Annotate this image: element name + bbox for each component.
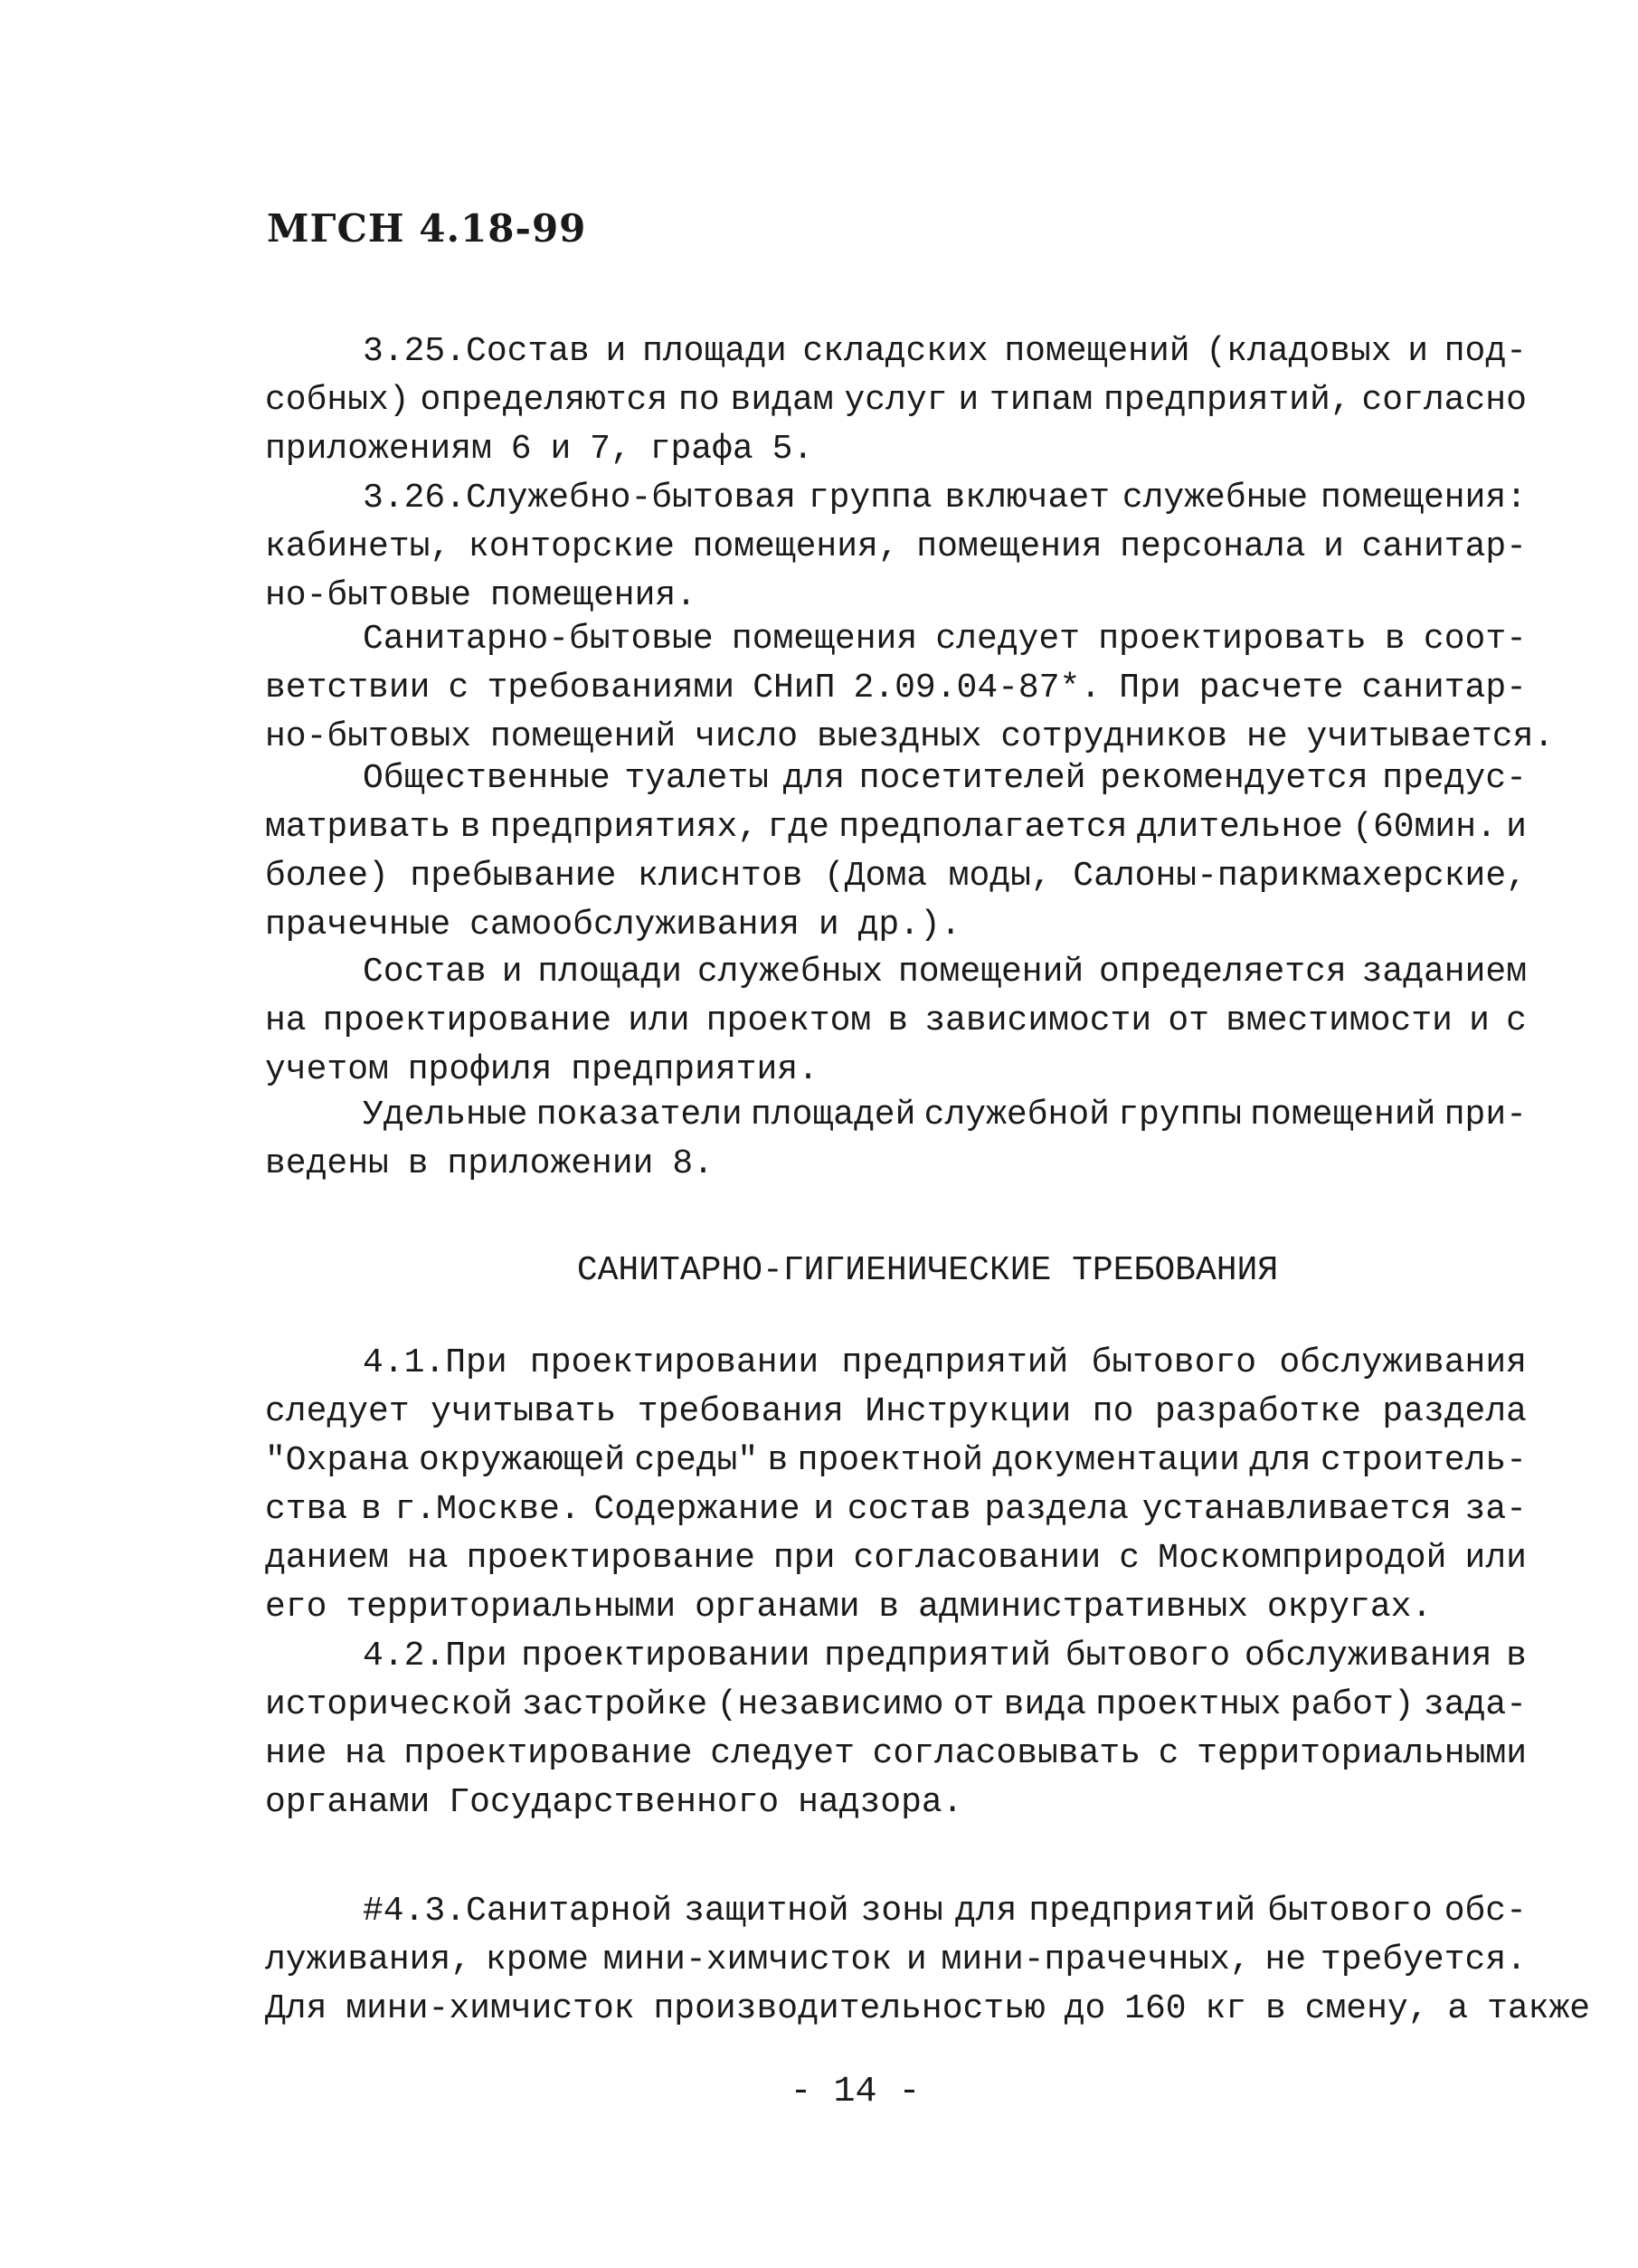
word: требуется. [1320,1941,1527,1979]
word: Для [265,1989,327,2028]
word: 6 [510,430,532,469]
word: и [818,906,839,944]
word: ведены [265,1144,389,1183]
text-line [265,1140,1527,1189]
word: но-бытовые [265,576,472,615]
word: 2.09.04-87*. [853,669,1102,707]
text-line [265,615,1527,664]
word: группа [808,479,933,517]
page-number: - 14 - [790,2072,921,2112]
word: самообслуживания [469,906,800,944]
text-line [265,948,1527,997]
word: служебной [923,1096,1110,1134]
word: согласовании [853,1539,1102,1578]
word: вместимости [1226,1001,1453,1040]
word: ства [265,1490,348,1529]
word: более) [265,857,389,896]
word: по [1092,1392,1134,1431]
paragraph-specific-indicators [265,1091,1527,1189]
word: Салоны-парикмахерские, [1073,857,1527,896]
word: зада- [1423,1685,1527,1724]
word: на [406,1539,449,1578]
text-line [265,1985,1591,2034]
word: кабинеты, [265,527,451,566]
word: производительностью [653,1989,1046,2028]
word: не [1264,1941,1307,1979]
word: территориальными [1197,1734,1527,1773]
word: проектом [705,1001,872,1040]
word: с [1119,1539,1141,1578]
word: смену, [1304,1989,1429,2028]
word: мини-прачечных, [941,1941,1251,1979]
text-line [265,901,1527,950]
word: в [878,1588,900,1627]
word: 7, [590,430,631,469]
word: сотрудников [1000,717,1228,756]
word: не [1246,717,1288,756]
text-line [265,523,1527,572]
word: помещения: [1320,479,1527,517]
word: в [360,1490,382,1529]
paragraph-4-2 [265,1632,1527,1827]
word: показатели [535,1096,743,1134]
word: Государственного [449,1783,780,1822]
word: по [678,381,720,420]
word: 160 [1124,1989,1187,2028]
word: др.). [857,906,961,944]
word: 5. [772,430,814,469]
word: конторские [468,527,675,566]
word: выездных [816,717,982,756]
word: на [345,1734,386,1773]
word: санитар- [1361,669,1527,707]
word: с [1158,1734,1179,1773]
text-line [265,1339,1527,1388]
word: кроме [485,1941,589,1979]
text-line [265,664,1527,713]
word: предус- [1382,759,1527,798]
word: в [1506,1637,1527,1675]
word: в [1264,1989,1286,2028]
word: видам [730,381,834,420]
word: учетом [265,1050,389,1089]
word: и [1323,527,1344,566]
word: раздела [984,1490,1129,1529]
word: (60мин. [1352,808,1497,847]
word: помещения [916,527,1103,566]
word: профиля [407,1050,553,1089]
paragraph-4-1 [265,1339,1527,1632]
word: среды" [634,1441,759,1480]
word: и [1506,808,1527,847]
word: матривать [265,808,451,847]
word: административных [918,1588,1248,1627]
paragraph-service-rooms-composition [265,948,1527,1095]
word: площади [537,953,682,992]
word: "Охрана [265,1441,410,1480]
word: помещений [1004,332,1190,371]
word: строитель- [1320,1441,1527,1480]
word: Общественные [363,759,611,798]
word: проектировании [521,1637,810,1675]
word: определяется [1099,953,1347,992]
word: для [782,759,846,798]
paragraph-public-toilets [265,754,1527,950]
word: окружающей [418,1441,626,1480]
word: для [954,1892,1018,1931]
text-line [265,1388,1527,1437]
word: за- [1464,1490,1527,1529]
word: под- [1444,332,1527,371]
word: бытового [1065,1637,1231,1675]
word: округах. [1266,1588,1433,1627]
word: число [695,717,799,756]
text-line [265,1437,1527,1485]
word: согласовывать [872,1734,1141,1773]
word: 3.26.Служебно-бытовая [363,479,796,517]
word: Инструкции [865,1392,1072,1431]
word: бытового [1091,1343,1257,1382]
word: предприятия. [571,1050,819,1089]
word: г.Москве. [394,1490,581,1529]
word: и [813,1490,835,1529]
word: зависимости [924,1001,1152,1040]
text-line [265,1091,1527,1140]
text-line [265,754,1527,803]
word: рекомендуется [1100,759,1368,798]
document-code-header: МГСН 4.18-99 [267,206,587,251]
text-line [265,376,1527,425]
word: раздела [1382,1392,1527,1431]
word: луживания, [265,1941,472,1979]
text-line [265,1681,1527,1730]
word: и [905,1941,927,1979]
word: следует [935,620,1080,659]
word: 4.2.При [363,1637,507,1675]
word: ветствии [265,669,431,707]
word: в [887,1001,909,1040]
word: для [1249,1441,1311,1480]
word: мини-химчисток [602,1941,893,1979]
word: услуг [844,381,948,420]
word: СНиП [753,669,836,707]
word: или [1464,1539,1527,1578]
word: в [767,1441,789,1480]
text-line [265,1936,1527,1985]
word: его [265,1588,327,1627]
word: помещения [731,620,918,659]
word: предприятий, [1103,381,1351,420]
word: и [1469,1001,1490,1040]
word: помещений [489,717,677,756]
word: собных) [265,381,410,420]
word: туалеты [624,759,769,798]
word: или [628,1001,690,1040]
word: обслуживания [1279,1343,1527,1382]
word: помещения. [489,576,696,615]
word: при [772,1539,836,1578]
word: следует [710,1734,855,1773]
word: помещений [1250,1096,1436,1134]
word: работ) [1290,1685,1415,1724]
word: #4.3.Санитарной [363,1892,673,1931]
text-line [265,1534,1527,1583]
word: требования [637,1392,844,1431]
word: моды, [948,857,1052,896]
word: При [1119,669,1181,707]
word: заданием [1361,953,1527,992]
text-line [265,1485,1527,1534]
word: и [958,381,980,420]
text-line [265,997,1527,1046]
word: Санитарно-бытовые [363,620,714,659]
word: вида [1003,1685,1086,1724]
word: площади [642,332,787,371]
word: предполагается [838,808,1128,847]
word: Москомприродой [1158,1539,1447,1578]
text-line [265,474,1527,523]
word: предприятий [841,1343,1069,1382]
word: проектировать [1098,620,1367,659]
word: посетителей [858,759,1086,798]
word: с [1506,1001,1527,1040]
word: Состав [363,953,487,992]
paragraph-3-25 [265,327,1527,474]
word: санитар- [1361,527,1527,566]
word: кг [1205,1989,1247,2028]
word: 4.1.При [363,1343,507,1382]
word: соот- [1423,620,1527,659]
word: прачечные [265,906,451,944]
word: и [605,332,627,371]
word: где [767,808,829,847]
word: ние [265,1734,327,1773]
word: бытового [1267,1892,1433,1931]
text-line [265,1046,1527,1095]
word: клиснтов [638,857,803,896]
word: предприятий [1028,1892,1256,1931]
word: органами [265,1783,431,1822]
word: учитывается. [1306,717,1555,756]
word: включает [944,479,1110,517]
word: графа [649,430,753,469]
word: от [952,1685,995,1724]
word: при- [1444,1096,1527,1134]
word: Удельные [363,1096,528,1134]
paragraph-4-3 [265,1887,1591,2034]
word: помещений [897,953,1084,992]
word: обслуживания [1244,1637,1492,1675]
text-line [265,1779,1527,1827]
word: обс- [1444,1892,1527,1931]
word: в [459,808,481,847]
word: приложении [447,1144,654,1183]
word: защитной [684,1892,849,1931]
word: площадей [750,1096,916,1134]
word: требованиями [487,669,735,707]
word: проектирование [322,1001,612,1040]
word: в [1384,620,1406,659]
word: проектирование [466,1539,755,1578]
word: 3.25.Состав [363,332,590,371]
word: служебных [696,953,884,992]
word: персонала [1120,527,1306,566]
word: предприятий [824,1637,1052,1675]
word: до [1064,1989,1106,2028]
word: 8. [672,1144,714,1183]
word: но-бытовых [265,717,472,756]
word: органами [695,1588,860,1627]
text-line [265,572,1527,621]
word: расчете [1198,669,1344,707]
word: (Дома [824,857,928,896]
word: от [1168,1001,1209,1040]
word: надзора. [798,1783,963,1822]
text-line [265,1632,1527,1681]
section-heading: САНИТАРНО-ГИГИЕНИЧЕСКИЕ ТРЕБОВАНИЯ [576,1251,1279,1290]
text-line [265,803,1527,852]
word: проектирование [403,1734,693,1773]
word: состав [847,1490,971,1529]
word: мини-химчисток [346,1989,635,2028]
word: на [265,1001,307,1040]
text-line [265,1887,1527,1936]
word: типам [989,381,1094,420]
word: с [448,669,469,707]
word: предприятиях, [489,808,759,847]
word: приложениям [265,430,492,469]
word: и [501,953,523,992]
word: исторической [265,1685,513,1724]
word: и [550,430,572,469]
word: устанавливается [1141,1490,1452,1529]
text-line [265,852,1527,901]
text-line [265,327,1527,376]
word: застройке [521,1685,708,1724]
word: следует [265,1392,410,1431]
word: Содержание [593,1490,800,1529]
word: (независимо [716,1685,944,1724]
word: территориальными [346,1588,677,1627]
paragraph-sanitary-rooms [265,615,1555,762]
paragraph-3-26 [265,474,1527,621]
word: длительное [1136,808,1343,847]
word: и [1407,332,1429,371]
word: данием [265,1539,389,1578]
word: разработке [1154,1392,1361,1431]
text-line [265,425,1527,474]
word: учитывать [431,1392,617,1431]
text-line [265,1583,1527,1632]
word: проектировании [529,1343,819,1382]
word: в [407,1144,429,1183]
word: согласно [1361,381,1527,420]
word: документации [992,1441,1240,1480]
word: определяются [420,381,668,420]
word: служебные [1122,479,1309,517]
word: также [1487,1989,1591,2028]
word: помещения, [692,527,899,566]
word: зоны [860,1892,943,1931]
word: пребывание [410,857,617,896]
text-line [265,1730,1527,1779]
word: группы [1118,1096,1242,1134]
word: а [1447,1989,1469,2028]
word: (кладовых [1206,332,1392,371]
word: складских [802,332,989,371]
word: проектной [797,1441,983,1480]
word: проектных [1095,1685,1282,1724]
